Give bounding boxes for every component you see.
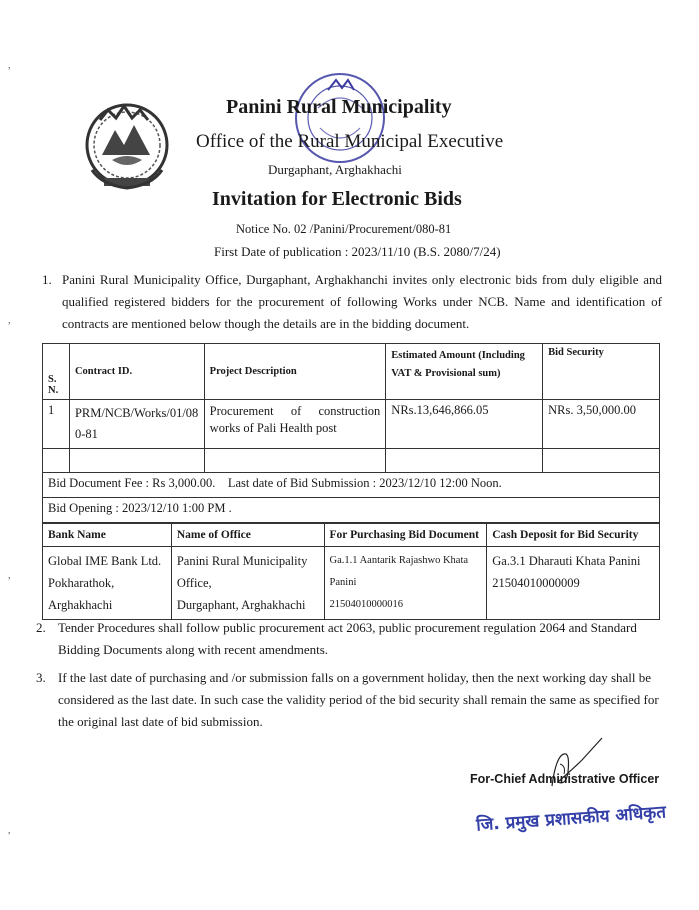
bank-row [43, 547, 660, 620]
margin-mark: , [8, 570, 11, 581]
purchase-line: 21504010000016 [329, 599, 404, 610]
margin-mark: , [8, 315, 11, 326]
cell-purchase-account [324, 547, 487, 620]
header-purchase-account: For Purchasing Bid Document [324, 524, 487, 547]
paragraph-text: Tender Procedures shall follow public procurement act 2063, public procurement regulation 2064 and Standard Bidding Documents along with recent amendments. [58, 620, 637, 657]
empty-cell [43, 449, 70, 473]
paragraph-number: 2. [36, 620, 46, 635]
municipality-name: Panini Rural Municipality [226, 96, 452, 118]
paragraph-3 [36, 667, 662, 733]
cell-project-description: Procurement of construction works of Pali Health post [204, 400, 386, 449]
purchase-line: Panini [329, 577, 357, 588]
bank-header-row [43, 524, 660, 547]
bank-table [42, 523, 660, 620]
header-project-description: Project Description [204, 344, 386, 400]
office-line: Panini Rural Municipality [176, 554, 308, 568]
cell-sn: 1 [43, 400, 70, 449]
empty-cell [69, 449, 204, 473]
officer-stamp: जि. प्रमुख प्रशासकीय अधिकृत [475, 802, 667, 836]
page-title: Invitation for Electronic Bids [212, 188, 462, 210]
header-sn: S. N. [43, 344, 70, 400]
paragraph-1 [42, 269, 662, 335]
empty-cell [386, 449, 543, 473]
contract-table [42, 343, 660, 473]
paragraph-2 [36, 617, 662, 661]
deposit-line: 21504010000009 [492, 576, 580, 590]
header-deposit-account: Cash Deposit for Bid Security [487, 524, 660, 547]
office-line: Office, [176, 576, 212, 590]
bank-line: Pokharathok, [48, 576, 115, 590]
bid-fee-line: Bid Document Fee : Rs 3,000.00. Last date of Bid Submission : 2023/12/10 12:00 Noon. [42, 473, 660, 498]
paragraph-number: 1. [42, 272, 52, 287]
purchase-line: Ga.1.1 Aantarik Rajashwo Khata [329, 555, 469, 566]
office-line: Durgaphant, Arghakhachi [176, 598, 306, 612]
header-contract-id: Contract ID. [69, 344, 204, 400]
office-name: Office of the Rural Municipal Executive [196, 131, 504, 152]
officer-title: For-Chief Administrative Officer [470, 772, 660, 786]
signature-icon [542, 736, 612, 796]
empty-cell [204, 449, 386, 473]
bid-opening-line: Bid Opening : 2023/12/10 1:00 PM . [42, 498, 660, 523]
empty-cell [543, 449, 660, 473]
margin-mark: , [8, 60, 11, 71]
office-address: Durgaphant, Arghakhachi [268, 162, 402, 177]
header-bank-name: Bank Name [43, 524, 172, 547]
paragraph-text: If the last date of purchasing and /or submission falls on a government holiday, then the next working day shall be considered as the last date. In such case the validity period of the bid security shall remain the same as specified for the original last date of bid submission. [58, 670, 659, 729]
paragraph-text: Panini Rural Municipality Office, Durgaphant, Arghakhanchi invites only electronic bids from duly eligible and qualified registered bidders for the procurement of following Works under NCB. Name and identification of contracts are mentioned below though the details are in the bidding document. [62, 272, 662, 331]
cell-contract-id: PRM/NCB/Works/01/080-81 [69, 400, 204, 449]
header-office-name: Name of Office [171, 524, 324, 547]
cell-office-name [171, 547, 324, 620]
table-row-empty [43, 449, 660, 473]
table-header-row [43, 344, 660, 400]
paragraph-number: 3. [36, 670, 46, 685]
cell-estimated-amount: NRs.13,646,866.05 [386, 400, 543, 449]
table-row [43, 400, 660, 449]
header-estimated-amount: Estimated Amount (Including VAT & Provisional sum) [386, 344, 543, 400]
cell-bid-security: NRs. 3,50,000.00 [543, 400, 660, 449]
cell-deposit-account [487, 547, 660, 620]
publication-date: First Date of publication : 2023/11/10 (B.S. 2080/7/24) [214, 244, 501, 259]
margin-mark: , [8, 825, 11, 836]
cell-bank-name [43, 547, 172, 620]
notice-number: Notice No. 02 /Panini/Procurement/080-81 [236, 222, 452, 236]
bank-line: Global IME Bank Ltd. [48, 554, 162, 568]
header-bid-security: Bid Security [543, 344, 660, 400]
deposit-line: Ga.3.1 Dharauti Khata Panini [492, 554, 641, 568]
bank-line: Arghakhachi [48, 598, 113, 612]
nepal-emblem-icon [82, 100, 172, 195]
